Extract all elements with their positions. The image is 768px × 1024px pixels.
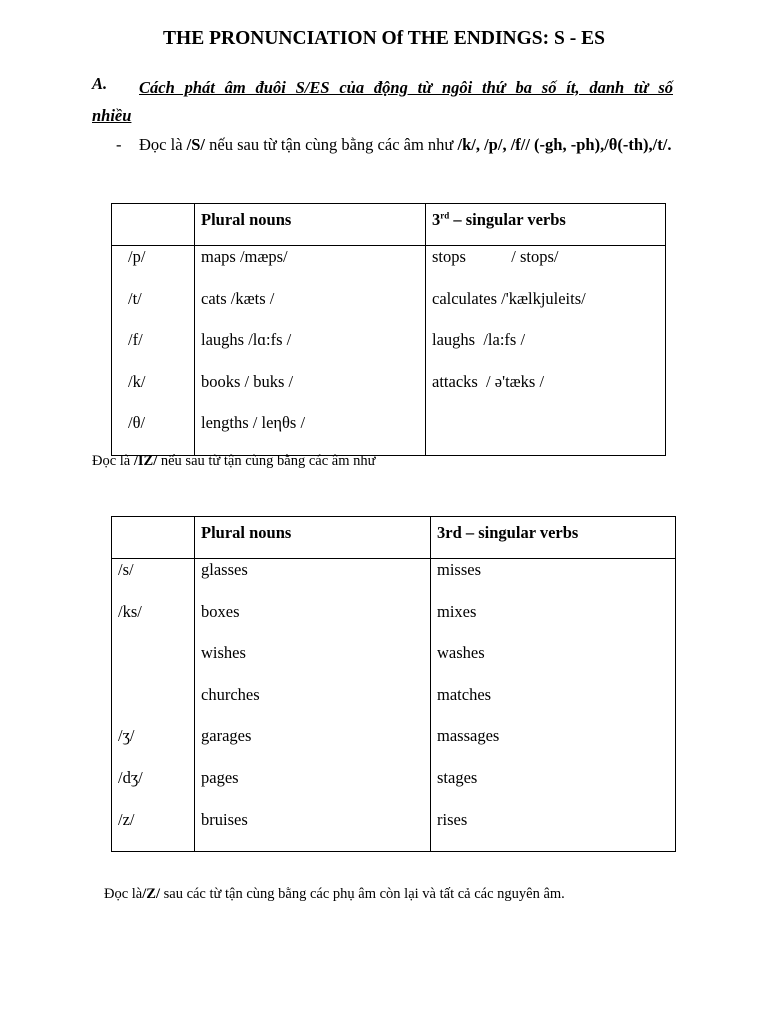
- table-iz-verbs: [437, 559, 675, 851]
- table-cell-sound: /ks/: [118, 601, 142, 621]
- table-cell-sound: [118, 685, 194, 727]
- table-body-row: [112, 246, 666, 456]
- table-cell-sound: /p/: [128, 247, 146, 266]
- table-cell-noun: cats /kæts /: [201, 288, 275, 308]
- table-cell-verb: mixes: [437, 601, 477, 621]
- bullet-sound: /S/: [186, 135, 206, 154]
- sound-column: [112, 559, 195, 852]
- note-iz-prefix: Đọc là: [92, 453, 134, 469]
- table-cell-noun: bruises: [201, 809, 248, 829]
- header-plural-nouns: Plural nouns: [195, 204, 426, 246]
- table-cell-noun: books / buks /: [201, 371, 294, 391]
- table-cell-verb: stages: [437, 767, 478, 787]
- singular-verbs-column: [426, 246, 666, 456]
- table-cell-sound: /f/: [128, 330, 143, 350]
- table-cell-sound: /s/: [118, 560, 134, 579]
- table-cell-verb: laughs /la:fs /: [432, 330, 526, 350]
- table-iz-nouns: [201, 559, 430, 851]
- document-title: THE PRONUNCIATION Of THE ENDINGS: S - ES: [163, 28, 605, 49]
- table-cell-sound: /θ/: [128, 413, 146, 433]
- table-cell-noun: glasses: [201, 560, 248, 579]
- table-cell-verb: rises: [437, 809, 468, 829]
- header-verbs-number: 3: [432, 210, 441, 229]
- singular-verbs-column: [431, 559, 676, 852]
- s-pronunciation-table: [111, 203, 666, 456]
- note-z-sound: /Z/: [142, 886, 160, 902]
- note-z: [104, 886, 565, 903]
- iz-pronunciation-table: [111, 516, 676, 852]
- table-cell-noun: boxes: [201, 601, 240, 621]
- section-heading-line1: Cách phát âm đuôi S/ES của động từ ngôi thứ ba số ít, danh từ số: [139, 78, 673, 97]
- section-letter: A.: [92, 74, 108, 93]
- table-cell-verb: matches: [437, 684, 492, 704]
- table-cell-verb: calculates /'kælkjuleits/: [432, 288, 586, 308]
- table-body-row: [112, 559, 676, 852]
- header-plural-nouns: Plural nouns: [195, 517, 431, 559]
- table-header-row: [112, 517, 676, 559]
- table-s-sounds: [128, 246, 194, 455]
- table-cell-noun: pages: [201, 767, 239, 787]
- table-cell-noun: churches: [201, 684, 260, 704]
- table-cell-verb: misses: [437, 560, 482, 579]
- bullet-middle: nếu sau từ tận cùng bằng các âm như: [205, 135, 458, 154]
- bullet-endings: /k/, /p/, /f// (-gh, -ph),/θ(-th),/t/.: [457, 135, 672, 154]
- header-verbs-superscript: rd: [440, 210, 450, 221]
- table-header-row: [112, 204, 666, 246]
- sound-column: [112, 246, 195, 456]
- table-cell-noun: wishes: [201, 643, 246, 663]
- header-verbs-text: – singular verbs: [449, 210, 566, 229]
- note-z-prefix: Đọc là: [104, 886, 143, 902]
- table-cell-verb: stops / stops/: [432, 247, 559, 266]
- header-empty-cell: [112, 517, 195, 559]
- note-iz-sound: /IZ/: [133, 453, 158, 469]
- table-cell-noun: laughs /lɑ:fs /: [201, 330, 292, 350]
- table-cell-sound: /ʒ/: [118, 726, 135, 746]
- table-cell-verb: [432, 413, 665, 455]
- bullet-prefix: Đọc là: [139, 135, 187, 154]
- note-iz: [92, 453, 376, 470]
- plural-nouns-column: [195, 559, 431, 852]
- header-singular-verbs: 3rd – singular verbs: [431, 517, 676, 559]
- table-s-nouns: [201, 246, 425, 455]
- table-cell-sound: /k/: [128, 371, 146, 391]
- table-cell-sound: /t/: [128, 288, 142, 308]
- table-s-verbs: [432, 246, 665, 455]
- table-cell-verb: attacks / ə'tæks /: [432, 371, 545, 391]
- header-singular-verbs: [426, 204, 666, 246]
- bullet-dash: -: [116, 135, 122, 154]
- table-cell-sound: [118, 643, 194, 685]
- table-cell-sound: /z/: [118, 809, 135, 829]
- table-cell-verb: washes: [437, 643, 485, 663]
- note-z-rest: sau các từ tận cùng bằng các phụ âm còn lại và tất cả các nguyên âm.: [159, 886, 565, 902]
- bullet-text: [139, 131, 675, 159]
- table-cell-noun: garages: [201, 726, 252, 746]
- table-cell-noun: lengths / leηθs /: [201, 413, 306, 433]
- table-cell-verb: massages: [437, 726, 500, 746]
- plural-nouns-column: [195, 246, 426, 456]
- table-cell-sound: /dʒ/: [118, 767, 143, 787]
- table-cell-noun: maps /mæps/: [201, 247, 288, 266]
- section-heading-line2: nhiều: [92, 106, 132, 125]
- table-iz-sounds: [118, 559, 194, 851]
- note-iz-rest: nếu sau từ tận cùng bằng các âm như: [157, 453, 376, 469]
- header-empty-cell: [112, 204, 195, 246]
